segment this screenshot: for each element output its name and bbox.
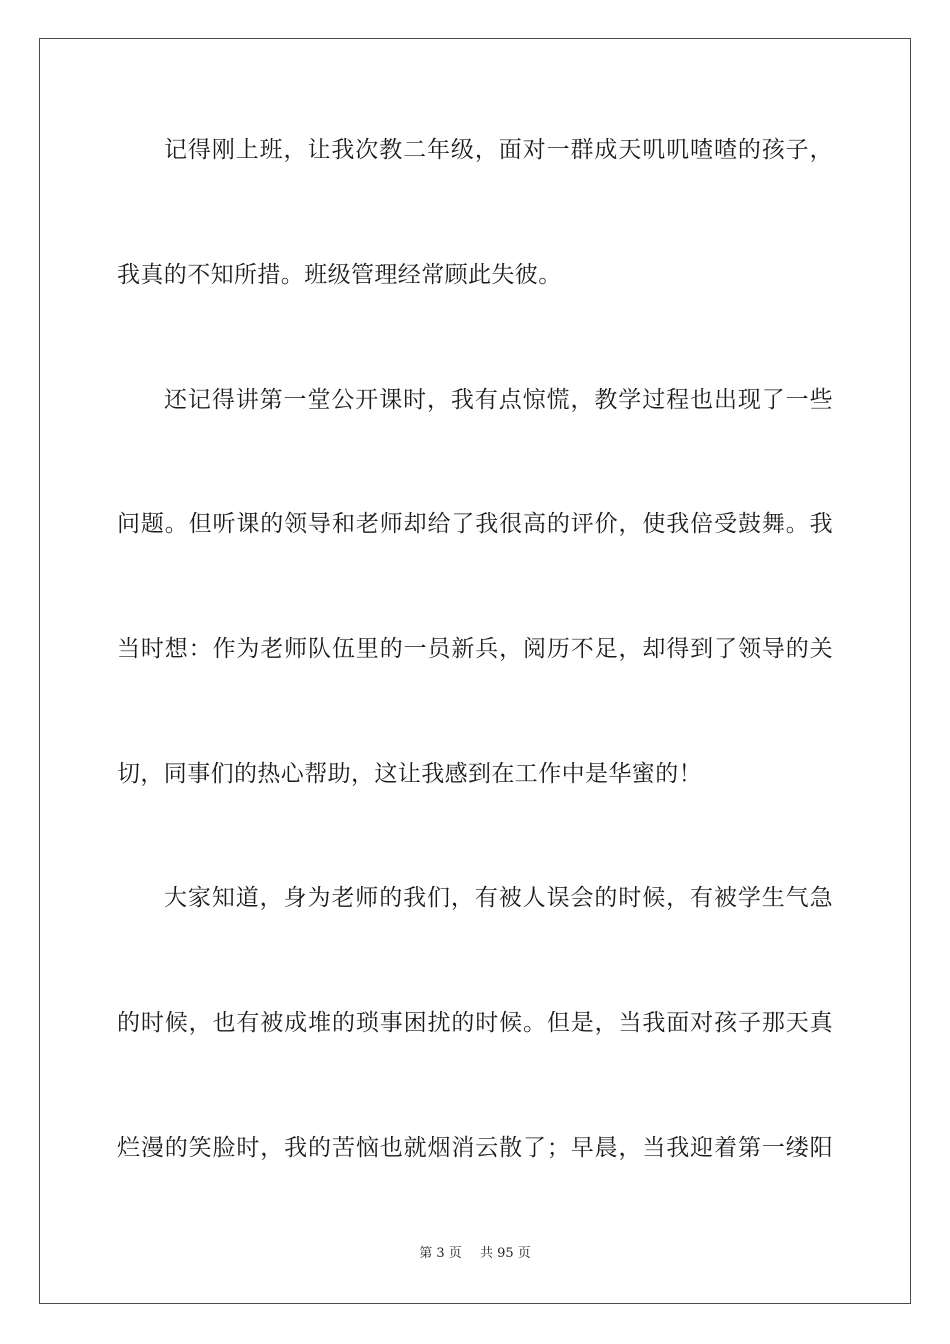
- paragraph-3-line-1: 大家知道，身为老师的我们，有被人误会的时候，有被学生气急: [164, 885, 833, 911]
- page-border: [39, 38, 911, 1304]
- paragraph-2-line-2: 问题。但听课的领导和老师却给了我很高的评价，使我倍受鼓舞。我: [117, 511, 833, 537]
- page-number: 第 3 页: [419, 1246, 462, 1261]
- page-footer: [0, 1246, 950, 1262]
- paragraph-3-line-2: 的时候，也有被成堆的琐事困扰的时候。但是，当我面对孩子那天真: [117, 1010, 833, 1036]
- paragraph-1-line-2: 我真的不知所措。班级管理经常顾此失彼。: [117, 262, 562, 288]
- paragraph-1-line-1: 记得刚上班，让我次教二年级，面对一群成天叽叽喳喳的孩子，: [164, 137, 833, 163]
- total-pages: 共 95 页: [479, 1246, 531, 1261]
- paragraph-2-line-1: 还记得讲第一堂公开课时，我有点惊慌，教学过程也出现了一些: [164, 387, 833, 413]
- paragraph-2-line-4: 切，同事们的热心帮助，这让我感到在工作中是华蜜的！: [117, 761, 702, 787]
- paragraph-3-line-3: 烂漫的笑脸时，我的苦恼也就烟消云散了；早晨，当我迎着第一缕阳: [117, 1135, 833, 1161]
- paragraph-2-line-3: 当时想：作为老师队伍里的一员新兵，阅历不足，却得到了领导的关: [117, 636, 833, 662]
